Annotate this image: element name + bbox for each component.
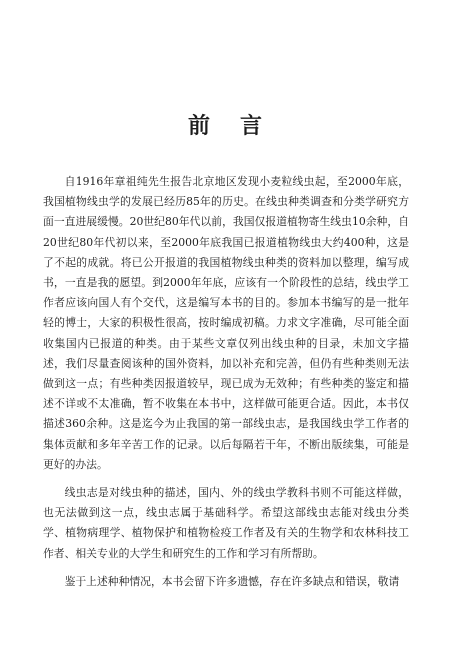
paragraph-3: 鉴于上述种种情况，本书会留下许多遗憾，存在许多缺点和错误，敬请	[64, 574, 400, 588]
paragraph-2: 线虫志是对线虫种的描述，国内、外的线虫学教科书则不可能这样做，也无法做到这一点，线虫志属于基础科学。希望这部线虫志能对线虫分类学、植物病理学、植物保护和植物检疫工作者及有关的生物学和农林科技工作者、相关专业的大学生和研究生的工作和学习有所帮助。	[43, 486, 409, 560]
preface-body	[43, 172, 409, 592]
paragraph-1: 自1916年章祖纯先生报告北京地区发现小麦粒线虫起，至2000年底，我国植物线虫学的发展已经历85年的历史。在线虫种类调查和分类学研究方面一直进展缓慢。20世纪80年代以前，我国仅报道植物寄生线虫10余种，自20世纪80年代初以来，至2000年底我国已报道植物线虫大约400种，这是了不起的成就。将已公开报道的我国植物线虫种类的资料加以整理，编写成书，一直是我的愿望。到2000年年底，应该有一个阶段性的总结，线虫学工作者应该向国人有个交代，这是编写本书的目的。参加本书编写的是一批年轻的博士，大家的积极性很高，按时编成初稿。力求文字准确，尽可能全面收集国内已报道的种类。由于某些文章仅列出线虫种的目录，未加文字描述，我们尽量查阅该种的国外资料，加以补充和完善，但仍有些种类则无法做到这一点；有些种类因报道较早，现已成为无效种；有些种类的鉴定和描述不详或不太准确，暂不收集在本书中，这样做可能更合适。因此，本书仅描述360余种。这是迄今为止我国的第一部线虫志，是我国线虫学工作者的集体贡献和多年辛苦工作的记录。以后每隔若干年，不断出版续集，可能是更好的办法。	[43, 175, 409, 471]
page-title: 前言	[187, 113, 292, 139]
